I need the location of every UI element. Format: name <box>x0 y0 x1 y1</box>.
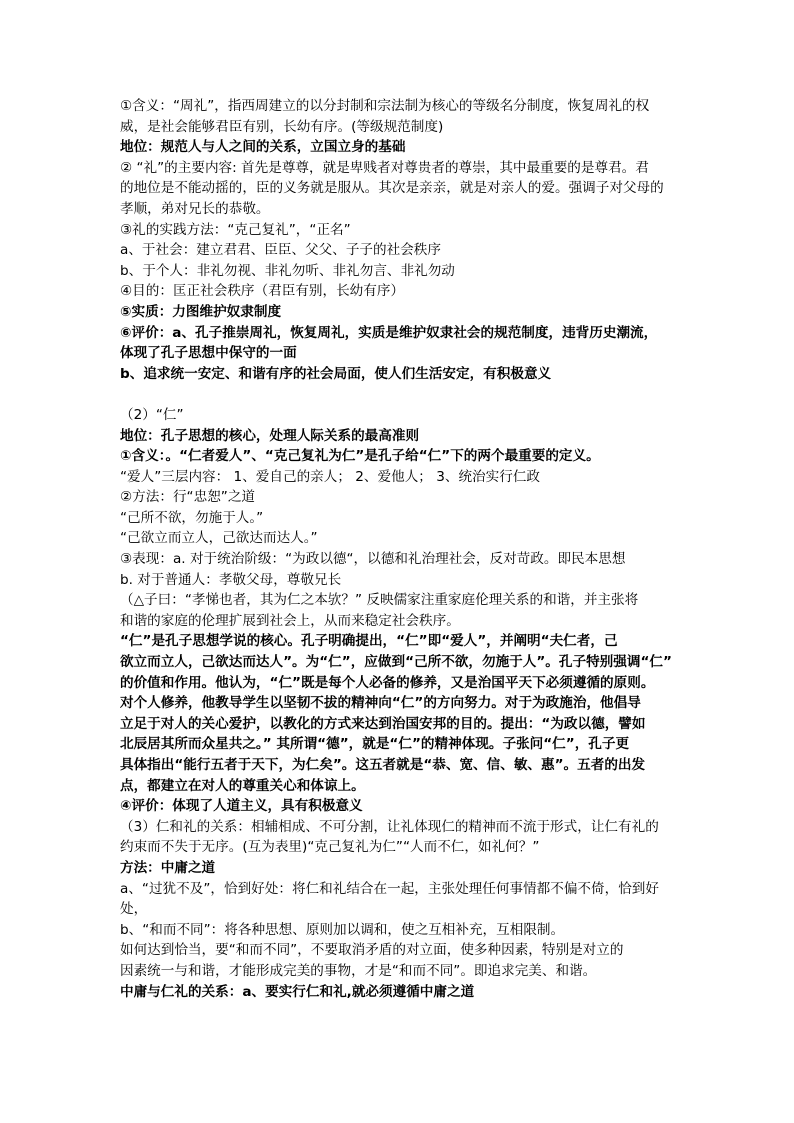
text-line: 立足于对人的关心爱护，以教化的方式来达到治国安邦的目的。提出：“为政以德，譬如 <box>120 715 646 732</box>
text-line: ②方法：行“忠恕”之道 <box>120 489 256 506</box>
text-line: 和谐的家庭的伦理扩展到社会上，从而来稳定社会秩序。 <box>120 612 460 629</box>
text-line: 北辰居其所而众星共之。” 其所谓“德”，就是“仁”的精神体现。子张问“仁”，孔子更 <box>120 736 630 753</box>
text-line: b、追求统一安定、和谐有序的社会局面，使人们生活安定，有积极意义 <box>120 365 552 382</box>
text-line: （△子曰：“孝悌也者，其为仁之本欤？” 反映儒家注重家庭伦理关系的和谐，并主张将 <box>120 592 639 609</box>
text-line: 欲立而立人，己欲达而达人”。为“仁”，应做到“己所不欲，勿施于人”。孔子特别强调“仁” <box>120 654 672 671</box>
text-line: 中庸与仁礼的关系：a、要实行仁和礼,就必须遵循中庸之道 <box>120 983 475 1000</box>
text-line: ①含义：“周礼”，指西周建立的以分封制和宗法制为核心的等级名分制度，恢复周礼的权 <box>120 98 650 114</box>
text-line: 的价值和作用。他认为，“仁”既是每个人必备的修养，又是治国平天下必须遵循的原则。 <box>120 674 655 691</box>
text-line: 约束而不失于无序。(互为表里)“克己复礼为仁”“人而不仁，如礼何？” <box>120 839 540 856</box>
text-line: “爱人”三层内容： 1、爱自己的亲人； 2、爱他人； 3、统治实行仁政 <box>120 468 541 485</box>
text-line: b、于个人：非礼勿视、非礼勿听、非礼勿言、非礼勿动 <box>120 262 455 279</box>
text-line: ③礼的实践方法：“克己复礼”，“正名” <box>120 221 351 238</box>
text-line: 具体指出“能行五者于天下，为仁矣”。这五者就是“恭、宽、信、敏、惠”。五者的出发 <box>120 757 646 773</box>
blank-line <box>120 384 680 405</box>
text-line: “仁”是孔子思想学说的核心。孔子明确提出，“仁”即“爱人”，并阐明“夫仁者，己 <box>120 633 618 650</box>
text-line: 地位：孔子思想的核心，处理人际关系的最高准则 <box>120 427 420 444</box>
text-line: 的地位是不能动摇的，臣的义务就是服从。其次是亲亲，就是对亲人的爱。强调子对父母的 <box>120 180 664 197</box>
text-line: 方法：中庸之道 <box>120 859 216 876</box>
text-line: 对个人修养，他教导学生以坚韧不拔的精神向“仁”的方向努力。对于为政施治，他倡导 <box>120 695 641 712</box>
text-line: 体现了孔子思想中保守的一面 <box>120 345 297 362</box>
text-line: （2）“仁” <box>120 406 184 423</box>
text-line: 处， <box>120 901 148 918</box>
text-line: 如何达到恰当，要“和而不同”，不要取消矛盾的对立面，使多种因素，特别是对立的 <box>120 942 624 959</box>
text-line: b、“和而不同”：将各种思想、原则加以调和，使之互相补充，互相限制。 <box>120 921 565 938</box>
text-line: ② “礼”的主要内容: 首先是尊尊，就是卑贱者对尊贵者的尊崇，其中最重要的是尊君。君 <box>120 159 649 176</box>
text-line: 孝顺，弟对兄长的恭敬。 <box>120 200 270 217</box>
text-line: a、“过犹不及”，恰到好处：将仁和礼结合在一起，主张处理任何事情都不偏不倚，恰到好 <box>120 880 659 897</box>
text-line: 点，都建立在对人的尊重关心和体谅上。 <box>120 777 365 794</box>
text-line: ①含义：。“仁者爱人”、“克己复礼为仁”是孔子给“仁”下的两个最重要的定义。 <box>120 448 600 465</box>
document-page <box>120 96 680 1002</box>
text-line: “己欲立而立人，己欲达而达人。” <box>120 530 318 547</box>
text-line: 地位：规范人与人之间的关系，立国立身的基础 <box>120 139 406 156</box>
text-line: 威，是社会能够君臣有别，长幼有序。(等级规范制度) <box>120 118 444 135</box>
text-line: ③表现：a. 对于统治阶级：“为政以德“，以德和礼治理社会，反对苛政。即民本思想 <box>120 551 626 568</box>
text-line: ④目的：匡正社会秩序（君臣有别，长幼有序） <box>120 283 405 300</box>
text-line: 因素统一与和谐，才能形成完美的事物，才是“和而不同”。即追求完美、和谐。 <box>120 962 597 979</box>
text-line: “己所不欲，勿施于人。” <box>120 509 264 526</box>
text-line: （3）仁和礼的关系：相辅相成、不可分割，让礼体现仁的精神而不流于形式，让仁有礼的 <box>120 818 659 835</box>
text-line: b. 对于普通人：孝敬父母，尊敬兄长 <box>120 571 342 588</box>
text-line: ⑤实质：力图维护奴隶制度 <box>120 303 282 320</box>
text-line: ⑥评价：a、孔子推崇周礼，恢复周礼，实质是维护奴隶社会的规范制度，违背历史潮流， <box>120 324 658 341</box>
text-line: a、于社会：建立君君、臣臣、父父、子子的社会秩序 <box>120 242 441 259</box>
text-line: ④评价：体现了人道主义，具有积极意义 <box>120 798 363 815</box>
